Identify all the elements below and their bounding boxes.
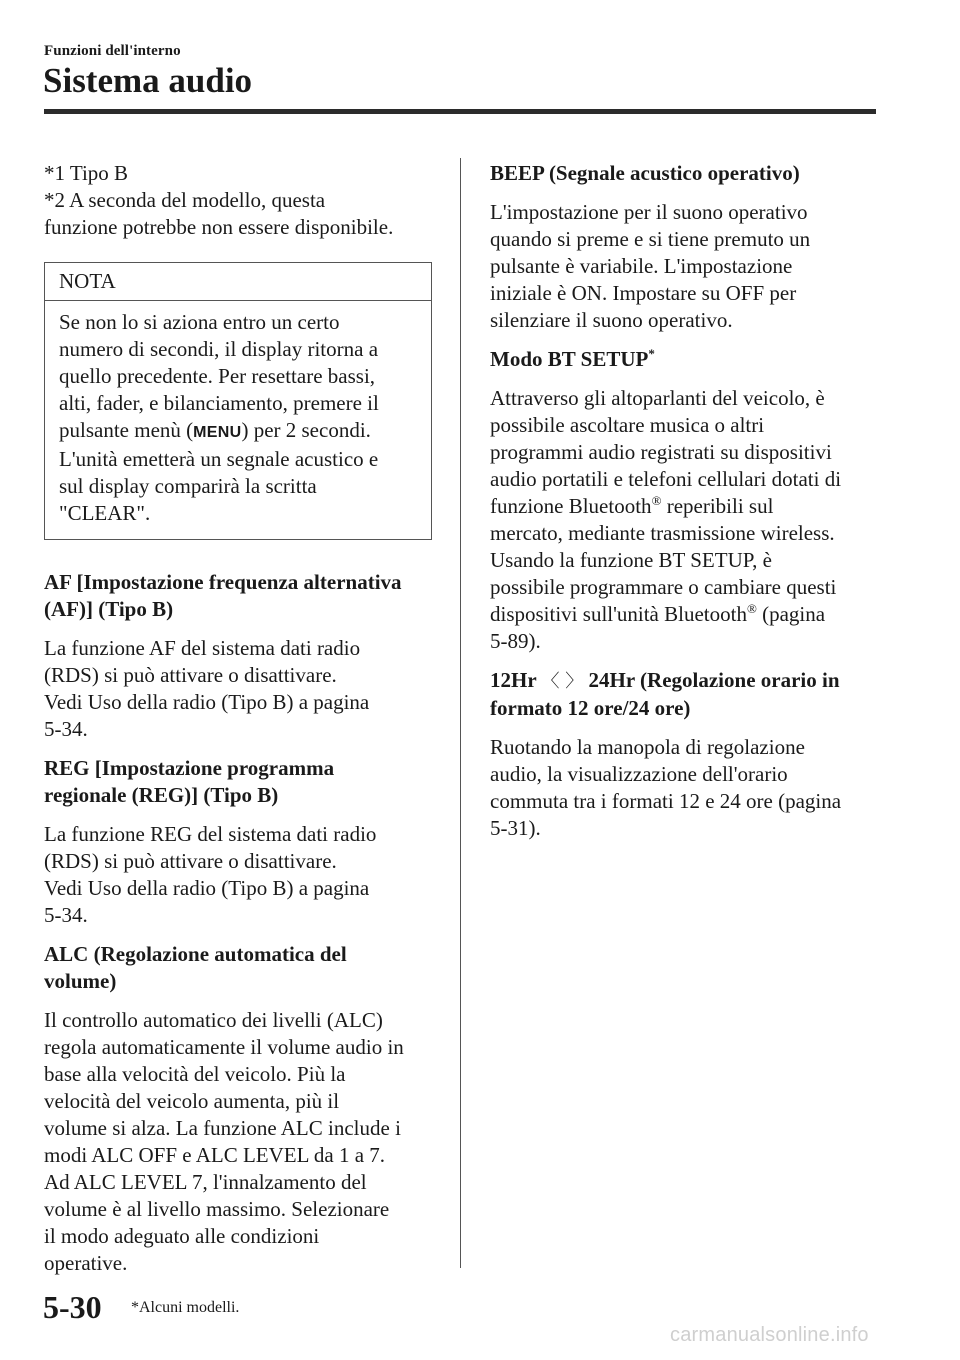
- beep-line: pulsante è variabile. L'impostazione: [490, 254, 793, 278]
- alc-line: volume si alza. La funzione ALC include i: [44, 1116, 401, 1140]
- af-line: (RDS) si può attivare o disattivare.: [44, 663, 337, 687]
- beep-heading-line-1: BEEP (Segnale acustico operativo): [490, 161, 800, 185]
- registered-mark: ®: [746, 601, 757, 616]
- right-column: [490, 160, 882, 854]
- alc-heading-line-2: volume): [44, 969, 117, 993]
- watermark: carmanualsonline.info: [670, 1324, 869, 1346]
- alc-line: Ad ALC LEVEL 7, l'innalzamento del: [44, 1170, 367, 1194]
- bt-line: possibile ascoltare musica o altri: [490, 413, 765, 437]
- left-column: [44, 160, 432, 1289]
- alc-line: base alla velocità del veicolo. Più la: [44, 1062, 346, 1086]
- nota-box: [44, 262, 432, 540]
- reg-line: Vedi Uso della radio (Tipo B) a pagina: [44, 876, 370, 900]
- alc-line: il modo adeguato alle condizioni: [44, 1224, 320, 1248]
- footnote-1: *1 Tipo B: [44, 161, 129, 185]
- alc-paragraph: [44, 1007, 432, 1277]
- af-heading-line-2: (AF)] (Tipo B): [44, 597, 174, 621]
- hr-line: 5-31).: [490, 816, 541, 840]
- bt-heading: [490, 346, 882, 373]
- nota-body: [45, 301, 431, 539]
- hr-heading-text: 24Hr (Regolazione orario in: [588, 668, 840, 692]
- reg-paragraph: [44, 821, 432, 929]
- bt-line: programmi audio registrati su dispositivi: [490, 440, 832, 464]
- alc-line: Il controllo automatico dei livelli (ALC): [44, 1008, 383, 1032]
- menu-button-glyph: MENU: [193, 424, 242, 441]
- alc-line: modi ALC OFF e ALC LEVEL da 1 a 7.: [44, 1143, 386, 1167]
- nota-title: NOTA: [45, 263, 431, 301]
- page-number: 5-30: [43, 1289, 102, 1325]
- hr-paragraph: [490, 734, 882, 842]
- alc-line: regola automaticamente il volume audio in: [44, 1035, 404, 1059]
- nota-line: Se non lo si aziona entro un certo: [59, 310, 340, 334]
- header-rule: [44, 109, 876, 114]
- bt-line: mercato, mediante trasmissione wireless.: [490, 521, 835, 545]
- page-title: Sistema audio: [43, 61, 253, 100]
- bt-line: [490, 601, 882, 628]
- af-line: 5-34.: [44, 717, 88, 741]
- beep-line: quando si preme e si tiene premuto un: [490, 227, 811, 251]
- bt-text: (pagina: [756, 602, 826, 626]
- af-paragraph: [44, 635, 432, 743]
- nota-text: ) per 2 secondi.: [241, 418, 371, 442]
- beep-line: iniziale è ON. Impostare su OFF per: [490, 281, 797, 305]
- beep-heading: [490, 160, 882, 187]
- nota-line: alti, fader, e bilanciamento, premere il: [59, 391, 379, 415]
- beep-paragraph: [490, 199, 882, 334]
- beep-line: silenziare il suono operativo.: [490, 308, 733, 332]
- bt-heading-text: Modo BT SETUP: [490, 347, 649, 371]
- reg-heading-line-2: regionale (REG)] (Tipo B): [44, 783, 279, 807]
- footer-note: *Alcuni modelli.: [131, 1299, 240, 1316]
- hr-line: audio, la visualizzazione dell'orario: [490, 762, 788, 786]
- bt-text: funzione Bluetooth: [490, 494, 652, 518]
- bt-line: possibile programmare o cambiare questi: [490, 575, 837, 599]
- bt-text: reperibili sul: [661, 494, 774, 518]
- bt-line: audio portatili e telefoni cellulari dotati di: [490, 467, 842, 491]
- reg-line: La funzione REG del sistema dati radio: [44, 822, 377, 846]
- bt-line: [490, 493, 882, 520]
- reg-line: 5-34.: [44, 903, 88, 927]
- bt-text: dispositivi sull'unità Bluetooth: [490, 602, 747, 626]
- nota-line: "CLEAR".: [59, 501, 151, 525]
- reg-heading-line-1: REG [Impostazione programma: [44, 756, 335, 780]
- nota-line: [59, 417, 417, 446]
- bt-paragraph: [490, 385, 882, 655]
- footnote-2-line-2: funzione potrebbe non essere disponibile.: [44, 215, 394, 239]
- reg-line: (RDS) si può attivare o disattivare.: [44, 849, 337, 873]
- hr-line: commuta tra i formati 12 e 24 ore (pagina: [490, 789, 842, 813]
- hr-heading: [490, 667, 882, 722]
- af-heading-line-1: AF [Impostazione frequenza alternativa: [44, 570, 402, 594]
- nota-line: sul display comparirà la scritta: [59, 474, 317, 498]
- chevron-left-right-icon: 〈 〉: [541, 671, 584, 692]
- alc-heading-line-1: ALC (Regolazione automatica del: [44, 942, 347, 966]
- bt-line: Usando la funzione BT SETUP, è: [490, 548, 772, 572]
- alc-line: operative.: [44, 1251, 128, 1275]
- af-heading: [44, 569, 432, 623]
- nota-line: quello precedente. Per resettare bassi,: [59, 364, 376, 388]
- bt-line: Attraverso gli altoparlanti del veicolo, è: [490, 386, 825, 410]
- reg-heading: [44, 755, 432, 809]
- bt-line: 5-89).: [490, 629, 541, 653]
- header-section-label: Funzioni dell'interno: [44, 43, 181, 59]
- hr-heading-line-1: [490, 667, 882, 695]
- bt-heading-line-1: [490, 346, 882, 373]
- nota-line: L'unità emetterà un segnale acustico e: [59, 447, 379, 471]
- alc-line: volume è al livello massimo. Selezionare: [44, 1197, 390, 1221]
- nota-text: pulsante menù (: [59, 418, 194, 442]
- alc-heading: [44, 941, 432, 995]
- hr-heading-text: 12Hr: [490, 668, 537, 692]
- footnote-2-line-1: *2 A seconda del modello, questa: [44, 188, 326, 212]
- nota-line: numero di secondi, il display ritorna a: [59, 337, 379, 361]
- column-divider: [460, 158, 461, 1268]
- beep-line: L'impostazione per il suono operativo: [490, 200, 808, 224]
- hr-heading-line-2: formato 12 ore/24 ore): [490, 696, 691, 720]
- af-line: Vedi Uso della radio (Tipo B) a pagina: [44, 690, 370, 714]
- registered-mark: ®: [651, 493, 662, 508]
- bt-asterisk: *: [648, 346, 655, 361]
- hr-line: Ruotando la manopola di regolazione: [490, 735, 805, 759]
- af-line: La funzione AF del sistema dati radio: [44, 636, 361, 660]
- alc-line: velocità del veicolo aumenta, più il: [44, 1089, 340, 1113]
